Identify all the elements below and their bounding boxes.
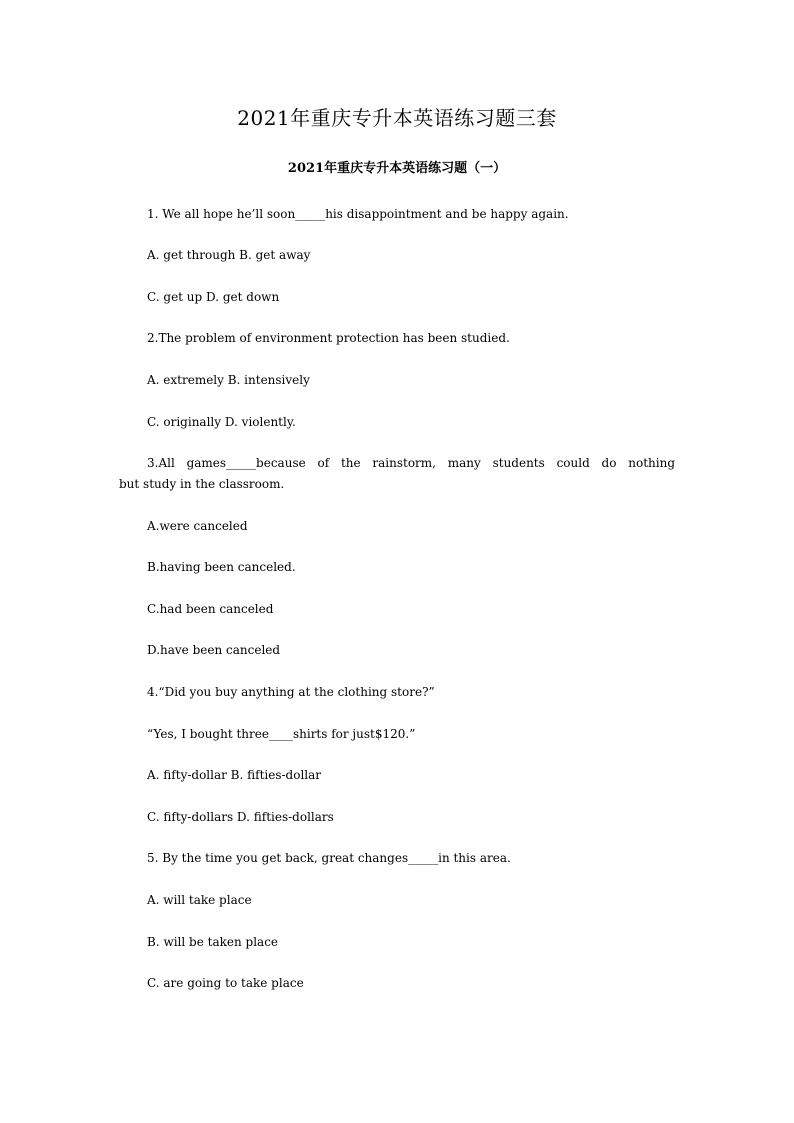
question-1-options-ab: A. get through B. get away <box>147 248 311 262</box>
question-5-option-c: C. are going to take place <box>147 976 304 990</box>
question-3-option-c: C.had been canceled <box>147 602 274 616</box>
question-3 <box>119 453 675 495</box>
question-4-options-ab: A. fifty-dollar B. fifties-dollar <box>147 768 322 782</box>
question-2-options-ab: A. extremely B. intensively <box>147 373 310 387</box>
question-3-line-1: 3.All games_____because of the rainstorm, many students could do nothing <box>147 456 675 470</box>
question-5-option-a: A. will take place <box>147 893 252 907</box>
question-2-options-cd: C. originally D. violently. <box>147 415 296 429</box>
document-title: 2021年重庆专升本英语练习题三套 <box>237 106 557 130</box>
question-4-reply: “Yes, I bought three____shirts for just$120.” <box>147 727 416 741</box>
question-2: 2.The problem of environment protection has been studied. <box>147 331 510 345</box>
question-5: 5. By the time you get back, great changes_____in this area. <box>147 851 511 865</box>
exercise-subtitle: 2021年重庆专升本英语练习题（一） <box>287 161 507 176</box>
question-3-option-b: B.having been canceled. <box>147 560 296 574</box>
question-3-option-d: D.have been canceled <box>147 643 281 657</box>
question-5-option-b: B. will be taken place <box>147 935 279 949</box>
question-1: 1. We all hope he’ll soon_____his disappointment and be happy again. <box>147 207 569 221</box>
question-4: 4.“Did you buy anything at the clothing store?” <box>147 685 435 699</box>
question-4-options-cd: C. fifty-dollars D. fifties-dollars <box>147 810 334 824</box>
question-3-line-2: but study in the classroom. <box>119 477 285 491</box>
question-3-option-a: A.were canceled <box>147 519 248 533</box>
question-1-options-cd: C. get up D. get down <box>147 290 280 304</box>
